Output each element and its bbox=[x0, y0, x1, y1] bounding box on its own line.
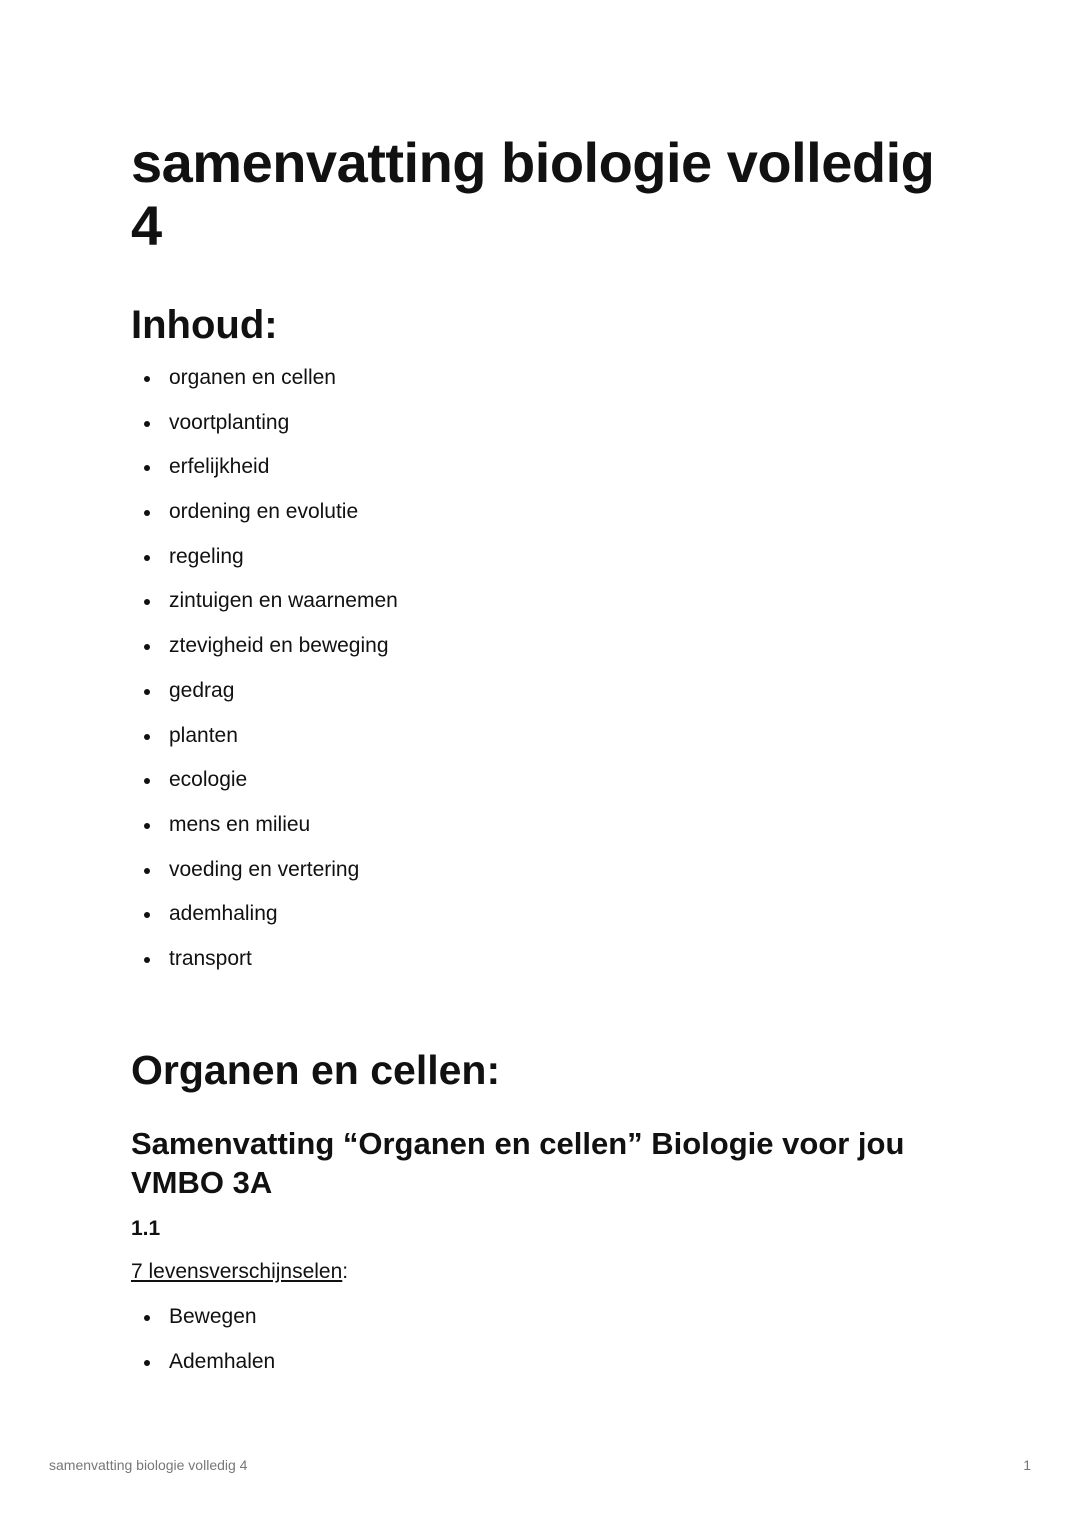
list-item: Ademhalen bbox=[131, 1340, 275, 1385]
toc-item: voortplanting bbox=[131, 401, 398, 446]
toc-item: ademhaling bbox=[131, 892, 398, 937]
toc-item: mens en milieu bbox=[131, 803, 398, 848]
section-list bbox=[131, 1295, 275, 1384]
section-number: 1.1 bbox=[131, 1217, 161, 1240]
toc-item: ordening en evolutie bbox=[131, 490, 398, 535]
toc-item: erfelijkheid bbox=[131, 445, 398, 490]
section-heading: Organen en cellen: bbox=[131, 1047, 501, 1093]
toc-item: regeling bbox=[131, 535, 398, 580]
toc-item: transport bbox=[131, 937, 398, 982]
section-label-text: 7 levensverschijnselen bbox=[131, 1260, 343, 1283]
page-title: samenvatting biologie volledig 4 bbox=[131, 131, 935, 257]
section-label-suffix: : bbox=[342, 1260, 349, 1283]
section-subheading: Samenvatting “Organen en cellen” Biologie voor jou VMBO 3A bbox=[131, 1126, 905, 1200]
toc-list bbox=[131, 356, 398, 982]
toc-item: ztevigheid en beweging bbox=[131, 624, 398, 669]
toc-item: gedrag bbox=[131, 669, 398, 714]
footer-page-number: 1 bbox=[1023, 1457, 1031, 1473]
toc-item: planten bbox=[131, 714, 398, 759]
toc-heading: Inhoud: bbox=[131, 303, 278, 347]
toc-item: organen en cellen bbox=[131, 356, 398, 401]
footer-title: samenvatting biologie volledig 4 bbox=[49, 1457, 248, 1473]
toc-item: zintuigen en waarnemen bbox=[131, 579, 398, 624]
toc-item: ecologie bbox=[131, 758, 398, 803]
list-item: Bewegen bbox=[131, 1295, 275, 1340]
toc-item: voeding en vertering bbox=[131, 848, 398, 893]
section-label bbox=[131, 1260, 348, 1284]
